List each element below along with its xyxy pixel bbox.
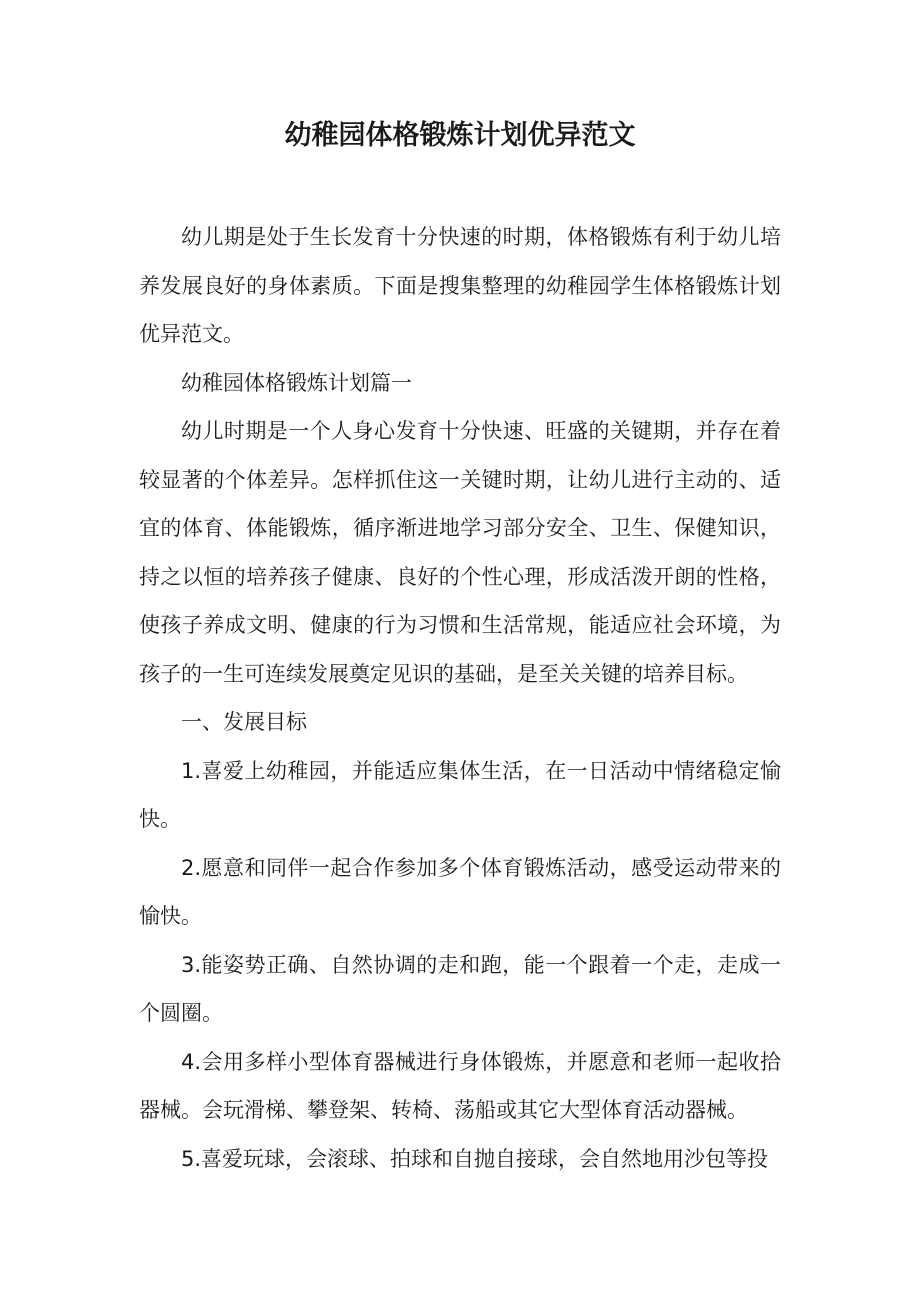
document-body	[139, 213, 781, 1183]
document-title: 幼稚园体格锻炼计划优异范文	[284, 120, 636, 151]
goal-item-5: 5.喜爱玩球，会滚球、拍球和自抛自接球，会自然地用沙包等投	[181, 1146, 769, 1171]
goal-item-2: 2.愿意和同伴一起合作参加多个体育锻炼活动，感受运动带来的愉快。	[139, 855, 781, 928]
goal-item-4: 4.会用多样小型体育器械进行身体锻炼，并愿意和老师一起收拾器械。会玩滑梯、攀登架、转椅、荡船或其它大型体育活动器械。	[139, 1049, 781, 1122]
subsection-heading: 一、发展目标	[181, 710, 307, 734]
section-heading: 幼稚园体格锻炼计划篇一	[181, 370, 412, 395]
body-paragraph: 幼儿时期是一个人身心发育十分快速、旺盛的关键期，并存在着较显著的个体差异。怎样抓住这一关键时期，让幼儿进行主动的、适宜的体育、体能锻炼，循序渐进地学习部分安全、卫生、保健知识，持之以恒的培养孩子健康、良好的个性心理，形成活泼开朗的性格，使孩子养成文明、健康的行为习惯和生活常规，能适应社会环境，为孩子的一生可连续发展奠定见识的基础，是至关关键的培养目标。	[139, 419, 781, 686]
intro-paragraph: 幼儿期是处于生长发育十分快速的时期，体格锻炼有利于幼儿培养发展良好的身体素质。下面是搜集整理的幼稚园学生体格锻炼计划优异范文。	[139, 225, 781, 346]
goal-item-1: 1.喜爱上幼稚园，并能适应集体生活，在一日活动中情绪稳定愉快。	[139, 758, 781, 831]
goal-item-3: 3.能姿势正确、自然协调的走和跑，能一个跟着一个走，走成一个圆圈。	[139, 952, 781, 1025]
